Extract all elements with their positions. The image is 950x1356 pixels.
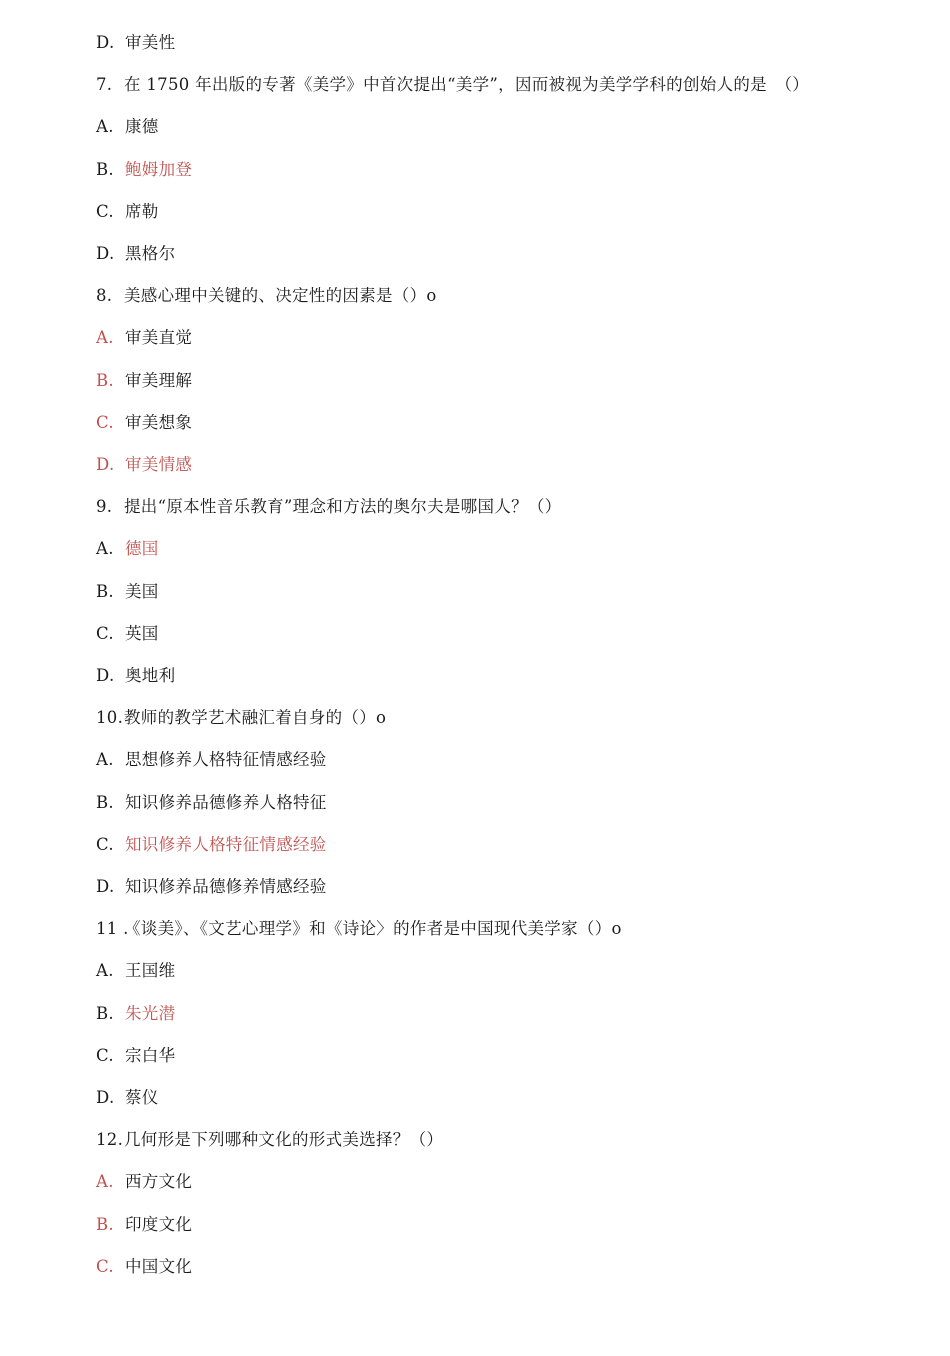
answer-option [96,324,192,352]
option-letter: C. [96,201,114,221]
answer-option [96,29,175,57]
question-stem [96,915,622,943]
option-text: 审美直觉 [125,328,193,348]
question-text: 提出“原本性音乐教育”理念和方法的奥尔夫是哪国人？（） [124,497,562,517]
option-letter: A. [96,539,114,559]
option-letter: D. [96,877,115,896]
option-text: 审美想象 [125,412,193,432]
question-number: 12. [96,1130,124,1150]
question-text: 教师的教学艺术融汇着自身的（）o [124,708,387,728]
answer-option [96,746,327,774]
question-stem [96,704,386,732]
option-letter: B. [96,792,114,812]
answer-option [96,1084,159,1112]
option-text: 思想修养人格特征情感经验 [125,750,327,770]
option-letter: C. [96,834,114,854]
option-letter: D. [96,666,115,685]
option-letter: C. [96,1045,114,1065]
question-stem [96,71,809,99]
option-text: 英国 [125,623,159,643]
question-number: 8. [96,286,113,306]
option-letter: D. [96,33,115,52]
option-letter: B. [96,1003,114,1023]
answer-option [96,831,327,859]
option-text: 印度文化 [125,1214,193,1234]
option-text: 鲍姆加登 [125,159,193,179]
option-text: 知识修养品德修养情感经验 [125,877,327,896]
option-letter: D. [96,455,115,474]
option-letter: C. [96,1256,114,1276]
answer-option [96,789,327,817]
option-text: 西方文化 [125,1172,193,1192]
option-text: 审美理解 [125,370,193,390]
option-letter: A. [96,750,114,770]
option-letter: B. [96,370,114,390]
answer-option [96,957,175,985]
question-number: 10. [96,708,124,728]
option-letter: A. [96,328,114,348]
answer-option [96,1042,175,1070]
option-text: 朱光潜 [125,1003,176,1023]
option-text: 审美情感 [125,455,193,474]
question-text: 几何形是下列哪种文化的形式美选择？（） [124,1130,444,1150]
option-letter: A. [96,117,114,137]
answer-option [96,1253,192,1281]
option-text: 审美性 [125,33,176,52]
option-letter: D. [96,1088,115,1107]
answer-option [96,873,327,901]
option-text: 美国 [125,581,159,601]
option-letter: B. [96,581,114,601]
question-stem [96,282,437,310]
option-text: 王国维 [125,961,176,981]
answer-option [96,1211,192,1239]
option-letter: C. [96,623,114,643]
option-letter: B. [96,159,114,179]
option-text: 知识修养人格特征情感经验 [125,834,327,854]
answer-option [96,1000,175,1028]
option-text: 黑格尔 [125,244,176,263]
option-letter: B. [96,1214,114,1234]
option-text: 中国文化 [125,1256,193,1276]
option-letter: D. [96,244,115,263]
answer-option [96,578,159,606]
answer-option [96,1168,192,1196]
question-stem [96,1126,443,1154]
question-text: 《谈美》、《文艺心理学》和《诗论〉的作者是中国现代美学家（）o [124,919,622,939]
option-text: 康德 [125,117,159,137]
option-letter: A. [96,1172,114,1192]
answer-option [96,113,159,141]
option-text: 知识修养品德修养人格特征 [125,792,327,812]
option-letter: A. [96,961,114,981]
option-text: 蔡仪 [125,1088,159,1107]
question-number: 7. [96,75,113,95]
option-text: 奥地利 [125,666,176,685]
answer-option [96,240,175,268]
answer-option [96,620,159,648]
question-stem [96,493,561,521]
option-text: 宗白华 [125,1045,176,1065]
answer-option [96,409,192,437]
option-text: 德国 [125,539,159,559]
answer-option [96,662,175,690]
question-number: 11 . [96,919,129,939]
answer-option [96,535,159,563]
question-text: 在 1750 年出版的专著《美学》中首次提出“美学”，因而被视为美学学科的创始人的是 （） [124,75,810,95]
answer-option [96,198,159,226]
option-letter: C. [96,412,114,432]
question-text: 美感心理中关键的、决定性的因素是（）o [124,286,437,306]
option-text: 席勒 [125,201,159,221]
answer-option [96,451,192,479]
answer-option [96,156,192,184]
question-number: 9. [96,497,113,517]
answer-option [96,367,192,395]
